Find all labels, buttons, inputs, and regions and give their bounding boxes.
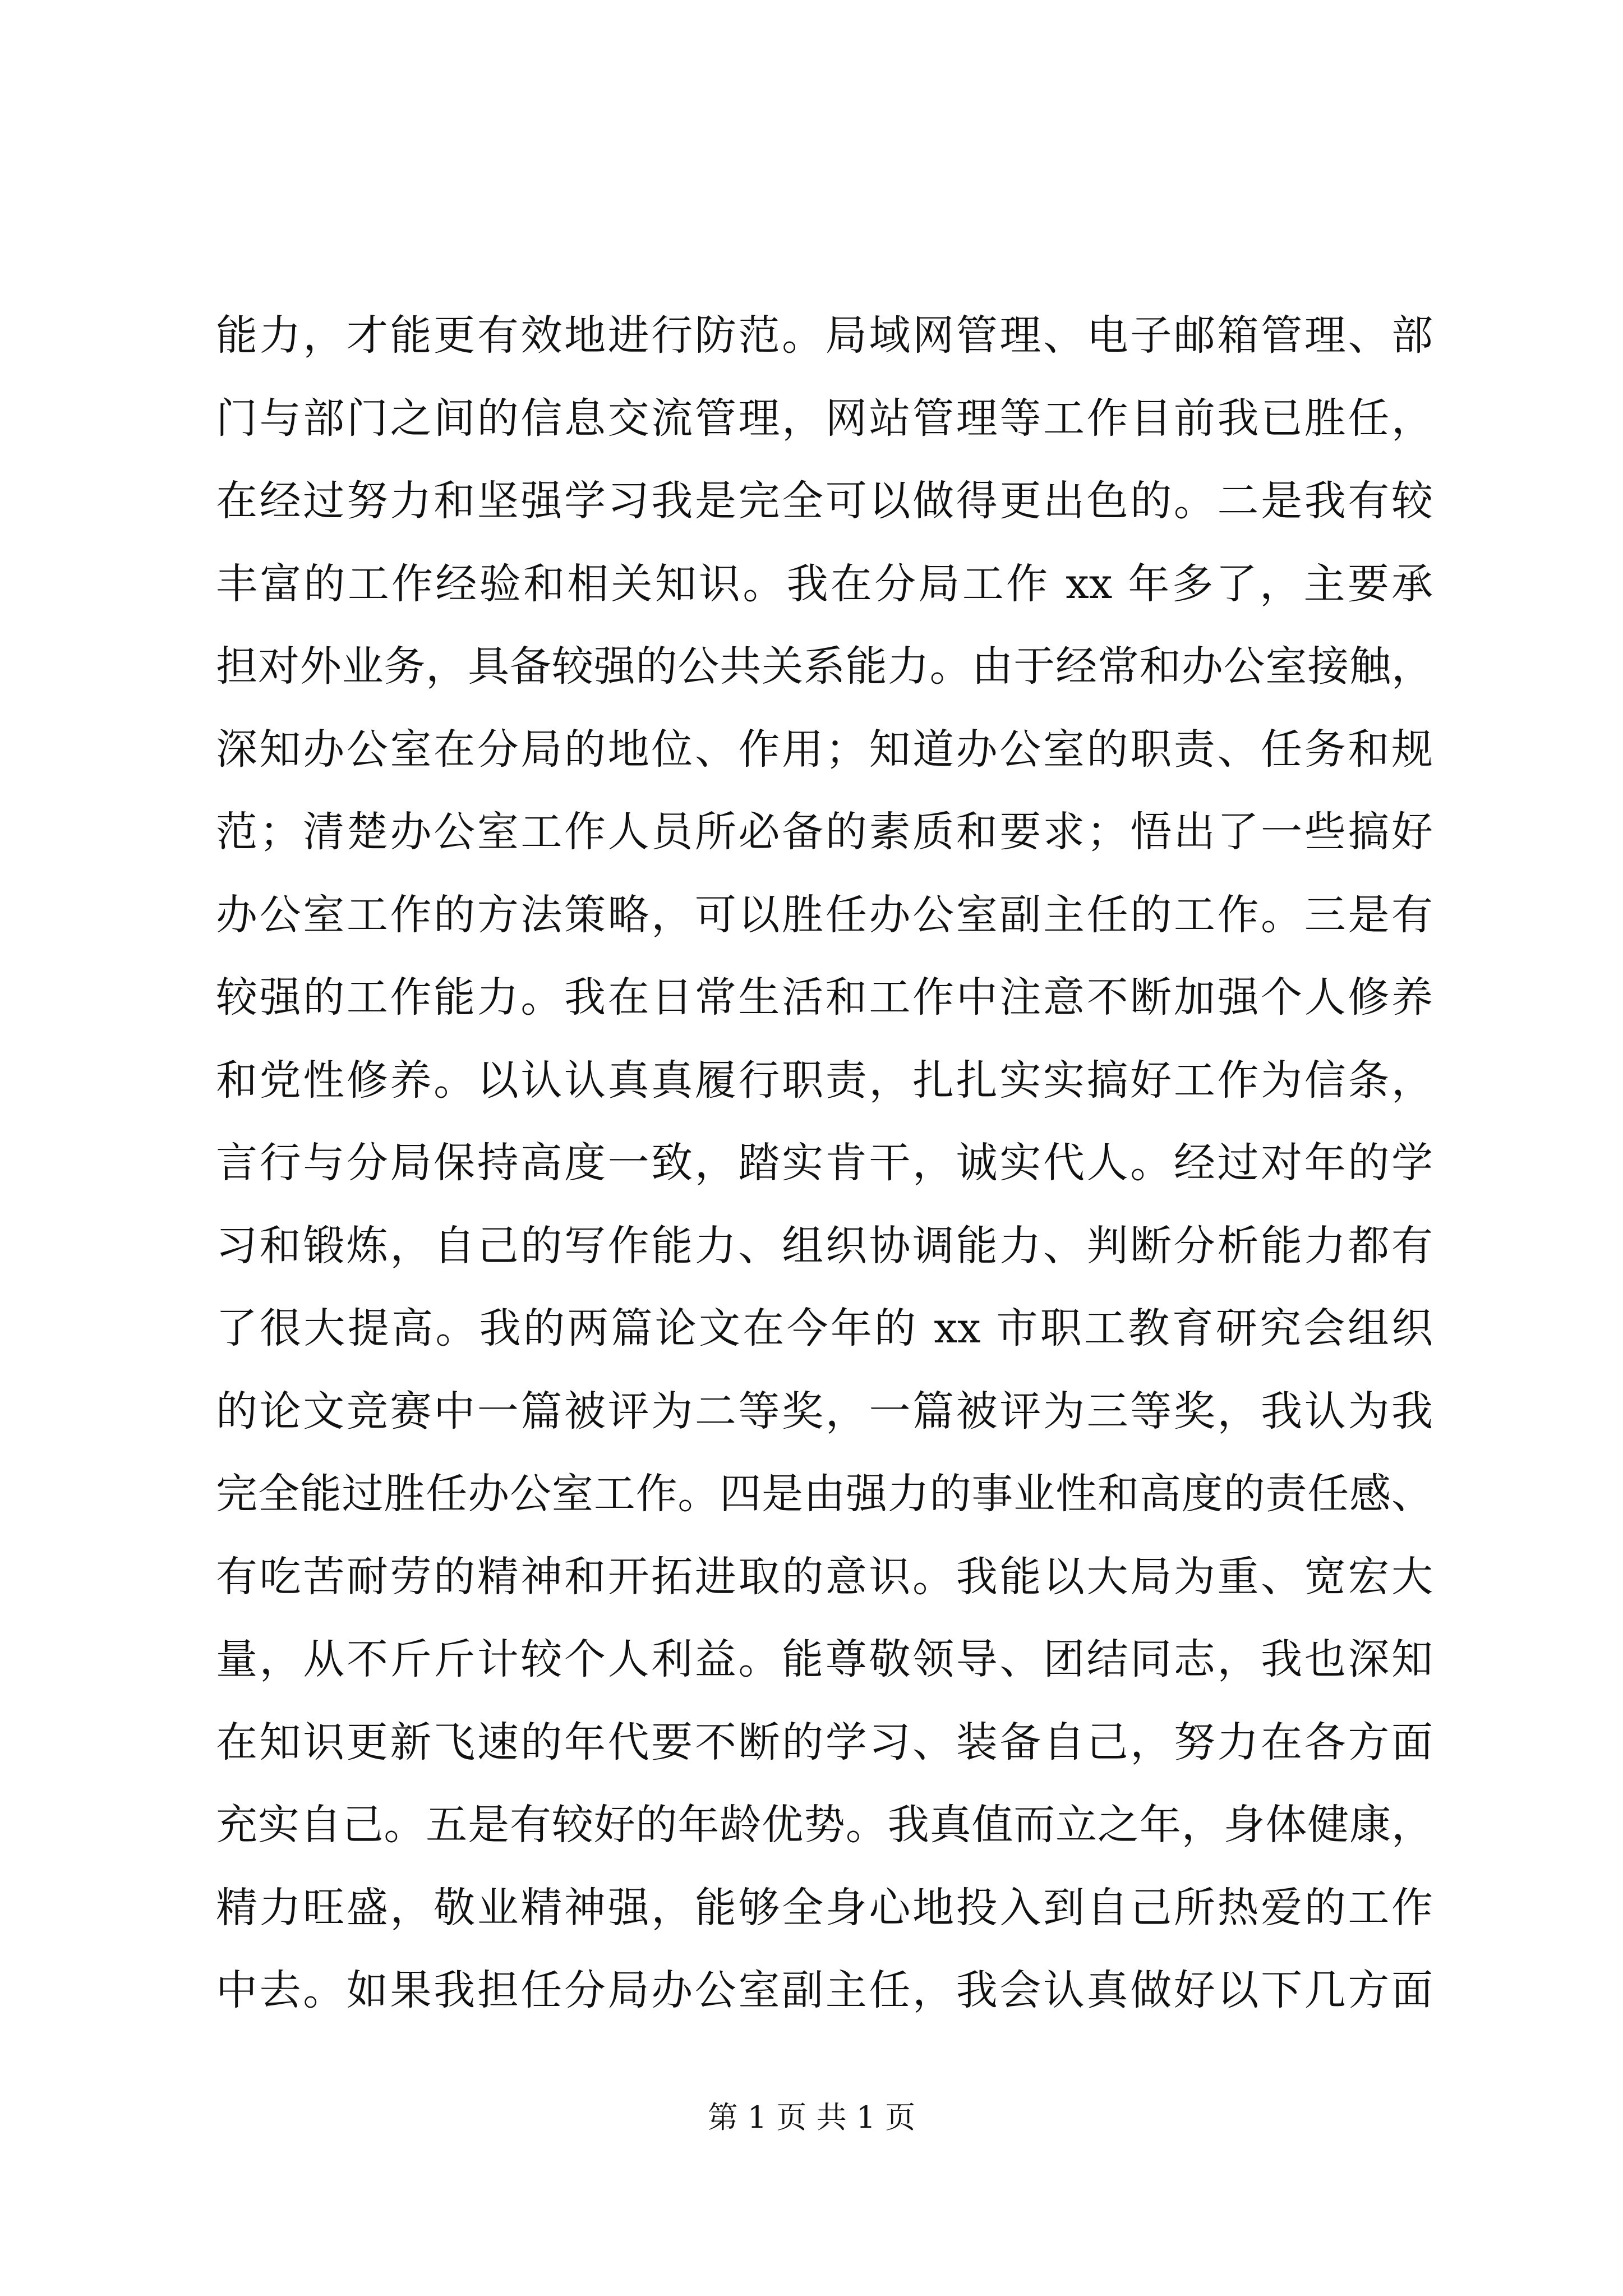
text-line: 言行与分局保持高度一致，踏实肯干，诚实代人。经过对年的学 xyxy=(216,1139,1433,1187)
text-line: 能力，才能更有效地进行防范。局域网管理、电子邮箱管理、部 xyxy=(216,311,1433,360)
text-line: 了很大提高。我的两篇论文在今年的 xx 市职工教育研究会组织 xyxy=(216,1304,1433,1352)
text-line: 精力旺盛，敬业精神强，能够全身心地投入到自己所热爱的工作 xyxy=(216,1883,1433,1932)
text-line: 门与部门之间的信息交流管理，网站管理等工作目前我已胜任， xyxy=(216,394,1433,443)
text-line: 充实自己。五是有较好的年龄优势。我真值而立之年，身体健康， xyxy=(216,1801,1433,1849)
text-line: 中去。如果我担任分局办公室副主任，我会认真做好以下几方面 xyxy=(216,1966,1433,2014)
text-line: 习和锻炼，自己的写作能力、组织协调能力、判断分析能力都有 xyxy=(216,1221,1433,1270)
text-line: 在知识更新飞速的年代要不断的学习、装备自己，努力在各方面 xyxy=(216,1718,1433,1766)
page-number-label: 第 1 页 共 1 页 xyxy=(707,2100,916,2135)
text-line: 的论文竞赛中一篇被评为二等奖，一篇被评为三等奖，我认为我 xyxy=(216,1387,1433,1435)
text-line: 量，从不斤斤计较个人利益。能尊敬领导、团结同志，我也深知 xyxy=(216,1635,1433,1683)
text-line: 范；清楚办公室工作人员所必备的素质和要求；悟出了一些搞好 xyxy=(216,808,1433,856)
text-line: 丰富的工作经验和相关知识。我在分局工作 xx 年多了，主要承 xyxy=(216,559,1433,608)
text-line: 办公室工作的方法策略，可以胜任办公室副主任的工作。三是有 xyxy=(216,890,1433,939)
text-line: 和党性修养。以认认真真履行职责，扎扎实实搞好工作为信条， xyxy=(216,1056,1433,1105)
text-line: 深知办公室在分局的地位、作用；知道办公室的职责、任务和规 xyxy=(216,725,1433,774)
text-line: 在经过努力和坚强学习我是完全可以做得更出色的。二是我有较 xyxy=(216,477,1433,525)
text-line: 担对外业务，具备较强的公共关系能力。由于经常和办公室接触， xyxy=(216,642,1433,691)
text-line: 有吃苦耐劳的精神和开拓进取的意识。我能以大局为重、宽宏大 xyxy=(216,1552,1433,1601)
text-line: 完全能过胜任办公室工作。四是由强力的事业性和高度的责任感、 xyxy=(216,1470,1433,1518)
body-text xyxy=(216,295,1433,2032)
page-footer xyxy=(0,2095,1623,2140)
text-line: 较强的工作能力。我在日常生活和工作中注意不断加强个人修养 xyxy=(216,973,1433,1022)
